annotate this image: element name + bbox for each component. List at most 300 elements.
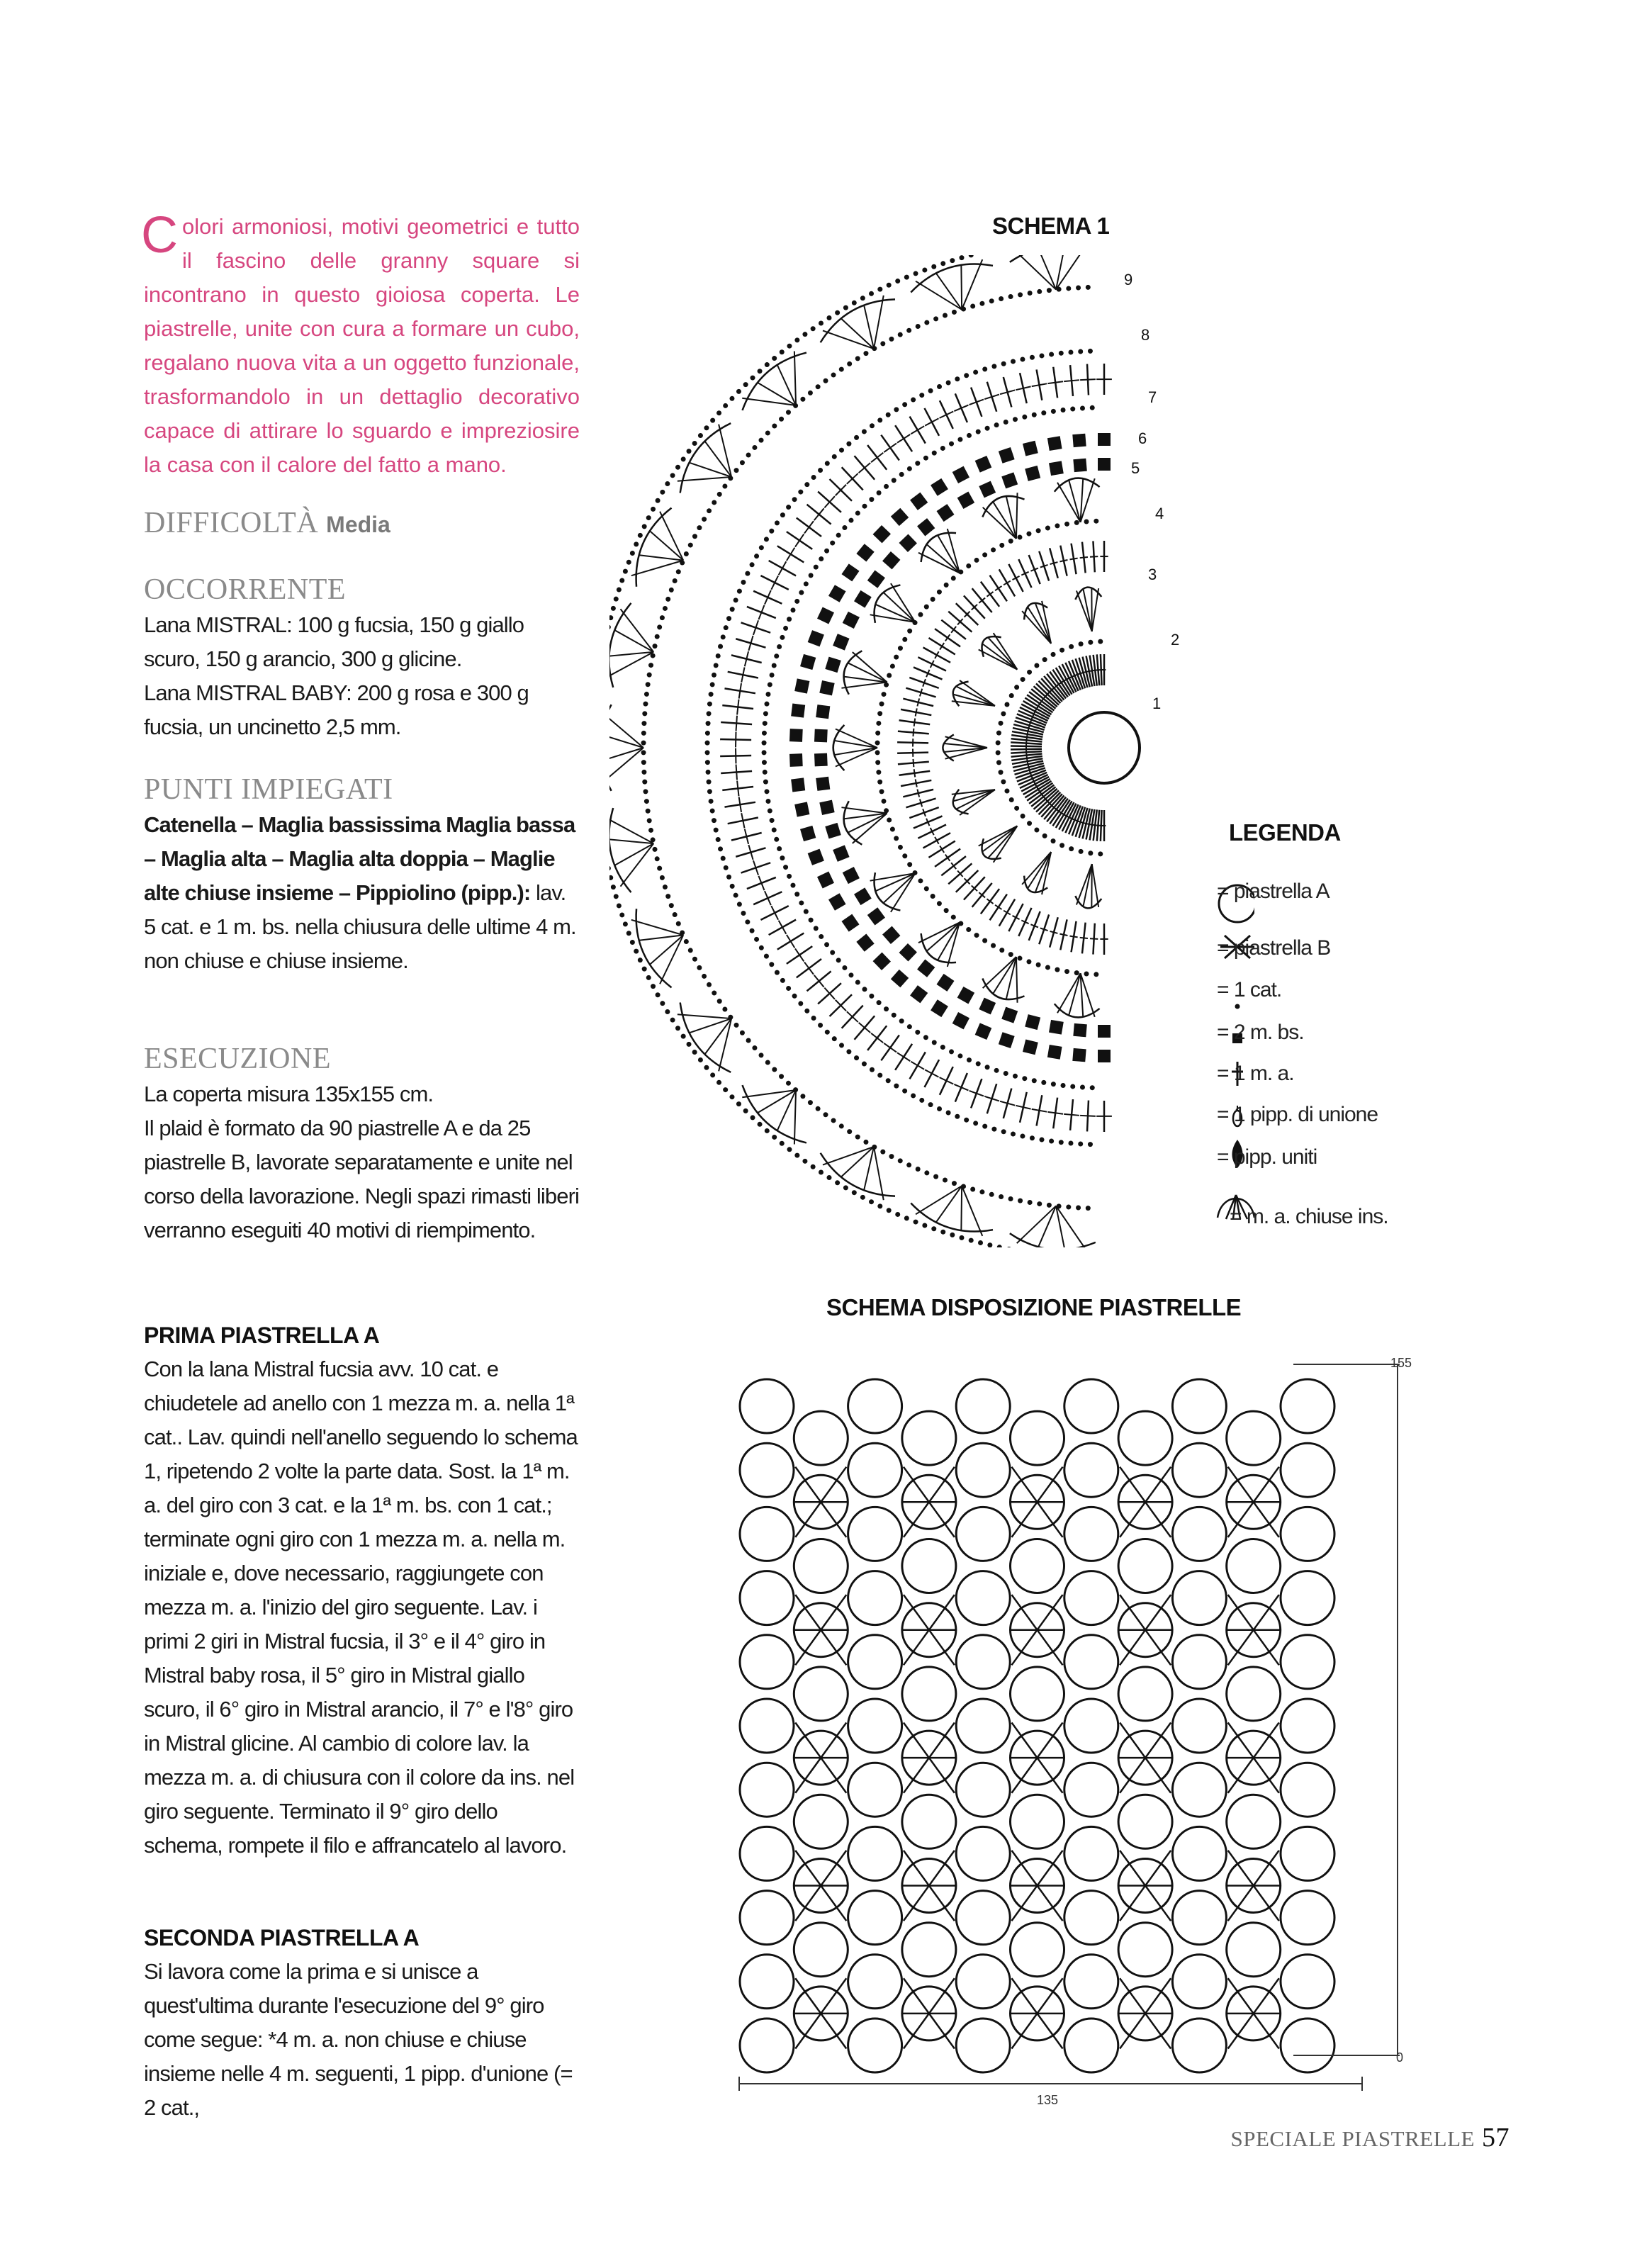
chain-dot — [811, 1164, 816, 1169]
chain-dot — [665, 597, 670, 602]
chain-dot — [1084, 519, 1089, 524]
tile-b — [794, 1851, 848, 1921]
tile-a — [1281, 1955, 1334, 2009]
tile-b — [794, 1595, 848, 1665]
chain-dot — [907, 862, 912, 867]
chain-dot — [1004, 789, 1009, 794]
chain-dot — [957, 437, 962, 442]
chain-dot — [884, 484, 889, 489]
chain-dot — [642, 967, 647, 972]
chain-dot — [1047, 288, 1052, 293]
chain-dot — [641, 760, 646, 765]
chain-dot — [989, 298, 994, 303]
chain-dot — [716, 1080, 721, 1085]
tile-b — [1011, 1467, 1064, 1537]
chain-dot — [819, 321, 824, 326]
chain-dot — [646, 975, 651, 980]
chain-dot — [611, 885, 616, 889]
chain-dot — [729, 396, 734, 401]
chain-dot — [835, 1180, 840, 1185]
double-sc-mark — [833, 845, 849, 861]
chain-dot — [880, 1150, 885, 1155]
cluster-mark — [636, 909, 672, 987]
chain-dot — [643, 789, 648, 794]
chain-dot — [819, 556, 824, 561]
chain-dot — [653, 644, 658, 649]
chain-dot — [765, 362, 770, 367]
chain-dot — [1041, 1080, 1046, 1085]
tile-a — [794, 1923, 848, 1977]
double-sc-mark — [1098, 458, 1111, 471]
chain-dot — [839, 1043, 844, 1048]
tile-a — [1281, 2019, 1334, 2072]
double-sc-mark — [825, 823, 841, 838]
chain-dot — [676, 921, 681, 926]
drop-cap: C — [141, 207, 178, 264]
tile-a — [848, 1507, 902, 1561]
double-sc-mark — [937, 504, 955, 522]
chain-dot — [839, 1123, 844, 1128]
chain-dot — [740, 460, 745, 465]
double-sc-mark — [891, 508, 909, 526]
legend-label-8: = m. a. chiuse ins. — [1230, 1205, 1388, 1228]
materials-line-1: Lana MISTRAL: 100 g fucsia, 150 g giallo scuro, 150 g arancio, 300 g glicine. — [144, 612, 524, 671]
chain-dot — [931, 894, 935, 899]
chain-dot — [924, 886, 929, 891]
tile-a — [1227, 1411, 1281, 1465]
chain-dot — [940, 1045, 945, 1050]
chain-dot — [706, 770, 711, 775]
chain-dot — [895, 1212, 900, 1217]
chain-dot — [1011, 359, 1016, 364]
chain-dot — [740, 1031, 745, 1035]
chain-dot — [687, 449, 692, 454]
chain-dot — [697, 525, 702, 530]
chain-dot — [1059, 1140, 1064, 1145]
chain-dot — [752, 1045, 757, 1050]
tile-a — [1064, 1891, 1118, 1945]
chain-dot — [914, 271, 918, 276]
double-sc-mark — [899, 534, 916, 551]
chain-dot — [706, 721, 711, 726]
chain-dot — [911, 1093, 916, 1098]
chain-dot — [764, 954, 769, 959]
cluster-mark — [680, 423, 731, 493]
chain-dot — [1086, 285, 1091, 290]
chain-dot — [802, 332, 807, 337]
double-sc-mark — [854, 590, 872, 608]
chain-dot — [730, 607, 735, 612]
chain-dot — [982, 552, 987, 557]
chain-dot — [982, 1124, 987, 1129]
tile-a — [1011, 1923, 1064, 1977]
chain-dot — [932, 1040, 937, 1045]
chain-dot — [976, 1061, 981, 1066]
chain-dot — [626, 931, 631, 936]
legend-label-6: = 1 pipp. di unione — [1217, 1103, 1378, 1126]
chain-dot — [1059, 351, 1064, 356]
chain-dot — [1001, 711, 1006, 716]
chain-dot — [717, 999, 722, 1004]
chain-dot — [1022, 1076, 1027, 1081]
chain-dot — [843, 1185, 848, 1190]
double-sc-mark — [800, 654, 816, 670]
double-sc-mark — [1001, 1007, 1018, 1023]
chain-dot — [877, 1000, 882, 1005]
chain-dot — [978, 1240, 983, 1245]
tile-a — [794, 1411, 848, 1465]
chain-dot — [641, 770, 646, 775]
chain-dot — [1055, 523, 1059, 528]
chain-dot — [1008, 952, 1013, 957]
chain-dot — [831, 373, 836, 378]
chain-dot — [875, 731, 880, 736]
stitches-picot-desc: lav. 5 cat. e 1 m. bs. nella chiusura delle ultime 4 m. non chiuse e chiuse insieme. — [144, 880, 576, 973]
chain-dot — [688, 948, 693, 953]
chain-dot — [704, 425, 709, 430]
double-sc-mark — [1072, 434, 1086, 447]
chain-dot — [1098, 851, 1103, 856]
chain-dot — [718, 644, 723, 649]
chain-dot — [846, 442, 851, 447]
double-sc-mark — [999, 1032, 1015, 1048]
tile-a — [1281, 1826, 1334, 1880]
tile-b — [1118, 1595, 1172, 1665]
chain-dot — [887, 1208, 892, 1213]
chain-dot — [1088, 1142, 1093, 1147]
tile-a — [740, 1955, 794, 2009]
chain-dot — [705, 741, 710, 746]
chain-dot — [804, 1009, 809, 1014]
tile-a — [1064, 2019, 1118, 2072]
chain-dot — [1051, 838, 1056, 843]
chain-dot — [855, 979, 860, 984]
chain-dot — [922, 1223, 927, 1228]
chain-dot — [697, 965, 702, 970]
difficulty-title: DIFFICOLTÀ — [144, 507, 319, 539]
double-sc-mark — [841, 914, 859, 932]
chain-dot — [969, 1238, 974, 1243]
chain-dot — [870, 1067, 875, 1072]
materials-title: OCCORRENTE — [144, 573, 347, 606]
chain-dot — [692, 441, 697, 446]
chain-dot — [1094, 972, 1098, 977]
double-sc-mark — [819, 680, 834, 695]
chain-dot — [1098, 639, 1103, 644]
chain-dot — [987, 1242, 992, 1247]
chain-dot — [979, 1189, 984, 1194]
double-sc-mark — [794, 802, 809, 816]
chain-dot — [852, 301, 857, 305]
tile-a — [740, 1763, 794, 1817]
chain-dot — [734, 1023, 739, 1028]
chain-dot — [660, 1001, 665, 1006]
tile-a — [1172, 1507, 1226, 1561]
double-sc-mark — [789, 753, 803, 767]
chain-dot — [681, 1034, 686, 1039]
chain-dot — [970, 303, 975, 308]
chain-dot — [1014, 685, 1019, 690]
chain-dot — [877, 1073, 882, 1078]
chain-dot — [712, 500, 716, 505]
chain-dot — [1027, 821, 1032, 826]
chain-dot — [609, 615, 613, 620]
double-sc-mark — [1023, 1039, 1038, 1055]
chain-dot — [943, 1177, 948, 1182]
chain-dot — [673, 578, 678, 583]
chain-dot — [898, 646, 903, 651]
chain-dot — [614, 597, 619, 602]
chain-dot — [762, 741, 767, 746]
chain-dot — [626, 560, 631, 565]
chain-dot — [763, 721, 768, 726]
chain-dot — [655, 634, 660, 639]
chain-dot — [836, 958, 841, 962]
chain-dot — [1034, 828, 1039, 833]
chain-dot — [899, 472, 904, 477]
chain-dot — [1037, 289, 1042, 294]
chain-dot — [1090, 405, 1095, 410]
chain-dot — [880, 341, 885, 346]
tile-a — [740, 1507, 794, 1561]
footer-section: SPECIALE PIASTRELLE — [1230, 2126, 1475, 2151]
chain-dot — [824, 1112, 828, 1117]
chain-dot — [709, 799, 714, 804]
chain-dot — [1049, 352, 1054, 357]
chain-dot — [1074, 970, 1079, 975]
chain-dot — [762, 750, 767, 755]
chain-dot — [842, 525, 847, 530]
chain-dot — [769, 962, 774, 967]
tile-a — [1011, 1539, 1064, 1593]
tile-a — [1227, 1667, 1281, 1721]
chain-dot — [692, 1050, 697, 1055]
chain-dot — [869, 291, 874, 296]
tile-a — [794, 1539, 848, 1593]
chain-dot — [790, 607, 795, 612]
chain-dot — [1070, 1084, 1075, 1089]
tile-a — [956, 1763, 1010, 1817]
chain-dot — [944, 583, 949, 588]
chain-dot — [669, 903, 674, 908]
chain-dot — [831, 1118, 836, 1123]
chain-dot — [875, 760, 880, 765]
chain-dot — [676, 569, 681, 574]
double-sc-mark — [814, 753, 828, 767]
chain-dot — [991, 364, 996, 369]
schema1-title: SCHEMA 1 — [992, 213, 1110, 239]
chain-dot — [675, 1026, 680, 1031]
chain-dot — [765, 430, 770, 435]
chain-dot — [765, 692, 770, 697]
chain-dot — [875, 741, 880, 746]
double-sc-mark — [814, 729, 828, 743]
chain-dot — [842, 965, 847, 970]
chain-dot — [966, 563, 971, 568]
chain-dot — [1032, 412, 1037, 417]
double-sc-mark — [979, 481, 996, 498]
chain-dot — [665, 1009, 670, 1014]
chain-dot — [825, 1030, 830, 1035]
double-sc-mark — [828, 893, 846, 911]
chain-dot — [824, 378, 828, 383]
width-label: 135 — [1037, 2093, 1059, 2107]
double-sc-mark — [856, 544, 874, 561]
chain-dot — [1018, 956, 1023, 961]
chain-dot — [681, 456, 686, 461]
chain-dot — [999, 296, 1004, 301]
tile-a — [956, 1955, 1010, 2009]
tile-a — [740, 1635, 794, 1689]
double-sc-mark — [791, 777, 805, 792]
chain-dot — [982, 366, 987, 371]
chain-dot — [967, 1057, 972, 1062]
chain-dot — [932, 451, 937, 456]
chain-dot — [1011, 1132, 1016, 1137]
tile-a — [1118, 1667, 1172, 1721]
chain-dot — [754, 554, 759, 558]
double-sc-mark — [791, 704, 805, 718]
chain-dot — [876, 770, 881, 775]
chain-dot — [609, 875, 613, 880]
chain-dot — [1051, 1082, 1056, 1087]
double-sc-mark — [957, 492, 974, 509]
chain-dot — [907, 629, 912, 634]
chain-dot — [955, 376, 960, 381]
chain-dot — [741, 911, 746, 916]
double-sc-mark — [841, 563, 859, 581]
tile-a — [1064, 1699, 1118, 1753]
tile-a — [902, 1411, 956, 1465]
chain-dot — [1009, 797, 1014, 802]
double-sc-mark — [882, 926, 900, 944]
chain-dot — [915, 1030, 920, 1035]
chain-dot — [663, 885, 668, 889]
chain-dot — [721, 856, 726, 861]
chain-dot — [617, 903, 622, 908]
round-label: 9 — [1124, 271, 1133, 288]
double-sc-mark — [910, 493, 928, 510]
chain-dot — [816, 1106, 821, 1111]
cluster-mark — [821, 299, 895, 342]
chain-dot — [772, 1067, 777, 1072]
chain-dot — [758, 369, 763, 374]
tile-b — [1118, 1851, 1172, 1921]
chain-dot — [907, 466, 912, 471]
tile-a — [740, 1379, 794, 1433]
chain-dot — [777, 846, 782, 851]
chain-dot — [1021, 814, 1025, 819]
chain-dot — [818, 468, 823, 473]
double-sc-mark — [975, 1023, 992, 1040]
chain-dot — [710, 809, 715, 814]
tile-b — [902, 1978, 956, 2048]
chain-dot — [957, 1053, 962, 1058]
chain-dot — [937, 901, 942, 906]
double-sc-mark — [1023, 441, 1038, 456]
chain-dot — [763, 770, 768, 775]
chain-dot — [737, 589, 742, 594]
chain-dot — [722, 483, 727, 488]
chain-dot — [1086, 1206, 1091, 1211]
chain-dot — [854, 435, 859, 440]
chain-dot — [743, 382, 748, 387]
double-sc-mark — [843, 867, 860, 884]
page-number: 57 — [1482, 2123, 1510, 2152]
tile-a — [740, 1571, 794, 1625]
chain-dot — [906, 328, 911, 333]
chain-dot — [964, 1118, 969, 1123]
layout-diagram — [723, 1340, 1432, 2112]
chain-dot — [762, 760, 767, 765]
round-label: 2 — [1171, 631, 1180, 649]
chain-dot — [832, 1036, 837, 1041]
execution-section — [144, 1040, 580, 1247]
chain-dot — [824, 942, 829, 947]
stitches-title: PUNTI IMPIEGATI — [144, 773, 393, 806]
stitches-list: Catenella – Maglia bassissima Maglia bassa – Maglia alta – Maglia alta doppia – Maglie alte chiuse insieme – Pippiolino (pipp.): — [144, 812, 575, 905]
materials-line-2: Lana MISTRAL BABY: 200 g rosa e 300 g fucsia, un uncinetto 2,5 mm. — [144, 680, 529, 739]
chain-dot — [759, 1052, 764, 1057]
chain-dot — [772, 827, 777, 832]
chain-dot — [670, 1018, 675, 1023]
chain-dot — [808, 391, 813, 395]
double-sc-mark — [952, 1012, 969, 1029]
chain-dot — [669, 588, 674, 593]
chain-dot — [722, 1007, 727, 1012]
chain-dot — [614, 894, 619, 899]
chain-dot — [643, 702, 648, 707]
chain-dot — [765, 1060, 770, 1065]
chain-dot — [994, 1068, 999, 1073]
chain-dot — [879, 702, 884, 707]
chain-dot — [898, 332, 903, 337]
chain-dot — [726, 616, 731, 621]
chain-dot — [1027, 670, 1032, 675]
dot-icon — [1235, 1004, 1240, 1009]
chain-dot — [630, 551, 635, 556]
chain-dot — [644, 799, 649, 804]
tile-a — [1172, 1571, 1226, 1625]
chain-dot — [619, 912, 624, 917]
chain-dot — [928, 1102, 933, 1107]
tile-a — [848, 1955, 902, 2009]
chain-dot — [860, 296, 865, 301]
chain-dot — [959, 1235, 964, 1240]
tile-a — [1172, 1443, 1226, 1497]
chain-dot — [724, 865, 729, 870]
chain-dot — [792, 497, 797, 502]
execution-line-2: Il plaid è formato da 90 piastrelle A e da 25 piastrelle B, lavorate separatamente e unite nel corso della lavorazione. Negli spazi rimasti liberi verranno eseguiti 40 motivi di riempimento. — [144, 1116, 579, 1242]
round-label: 8 — [1141, 326, 1150, 344]
chain-dot — [692, 534, 697, 539]
chain-dot — [648, 663, 653, 668]
chain-dot — [752, 445, 757, 450]
chain-dot — [800, 1094, 805, 1099]
chain-dot — [705, 731, 710, 736]
round-label: 7 — [1148, 388, 1157, 406]
chain-dot — [780, 978, 785, 983]
double-sc-mark — [808, 849, 824, 865]
cluster-mark — [743, 353, 806, 410]
chain-dot — [774, 837, 779, 842]
tile-a — [848, 1379, 902, 1433]
chain-dot — [1013, 417, 1018, 422]
chain-dot — [914, 1220, 918, 1225]
chain-dot — [656, 992, 661, 997]
round-label: 4 — [1155, 505, 1164, 522]
chain-dot — [787, 617, 792, 622]
